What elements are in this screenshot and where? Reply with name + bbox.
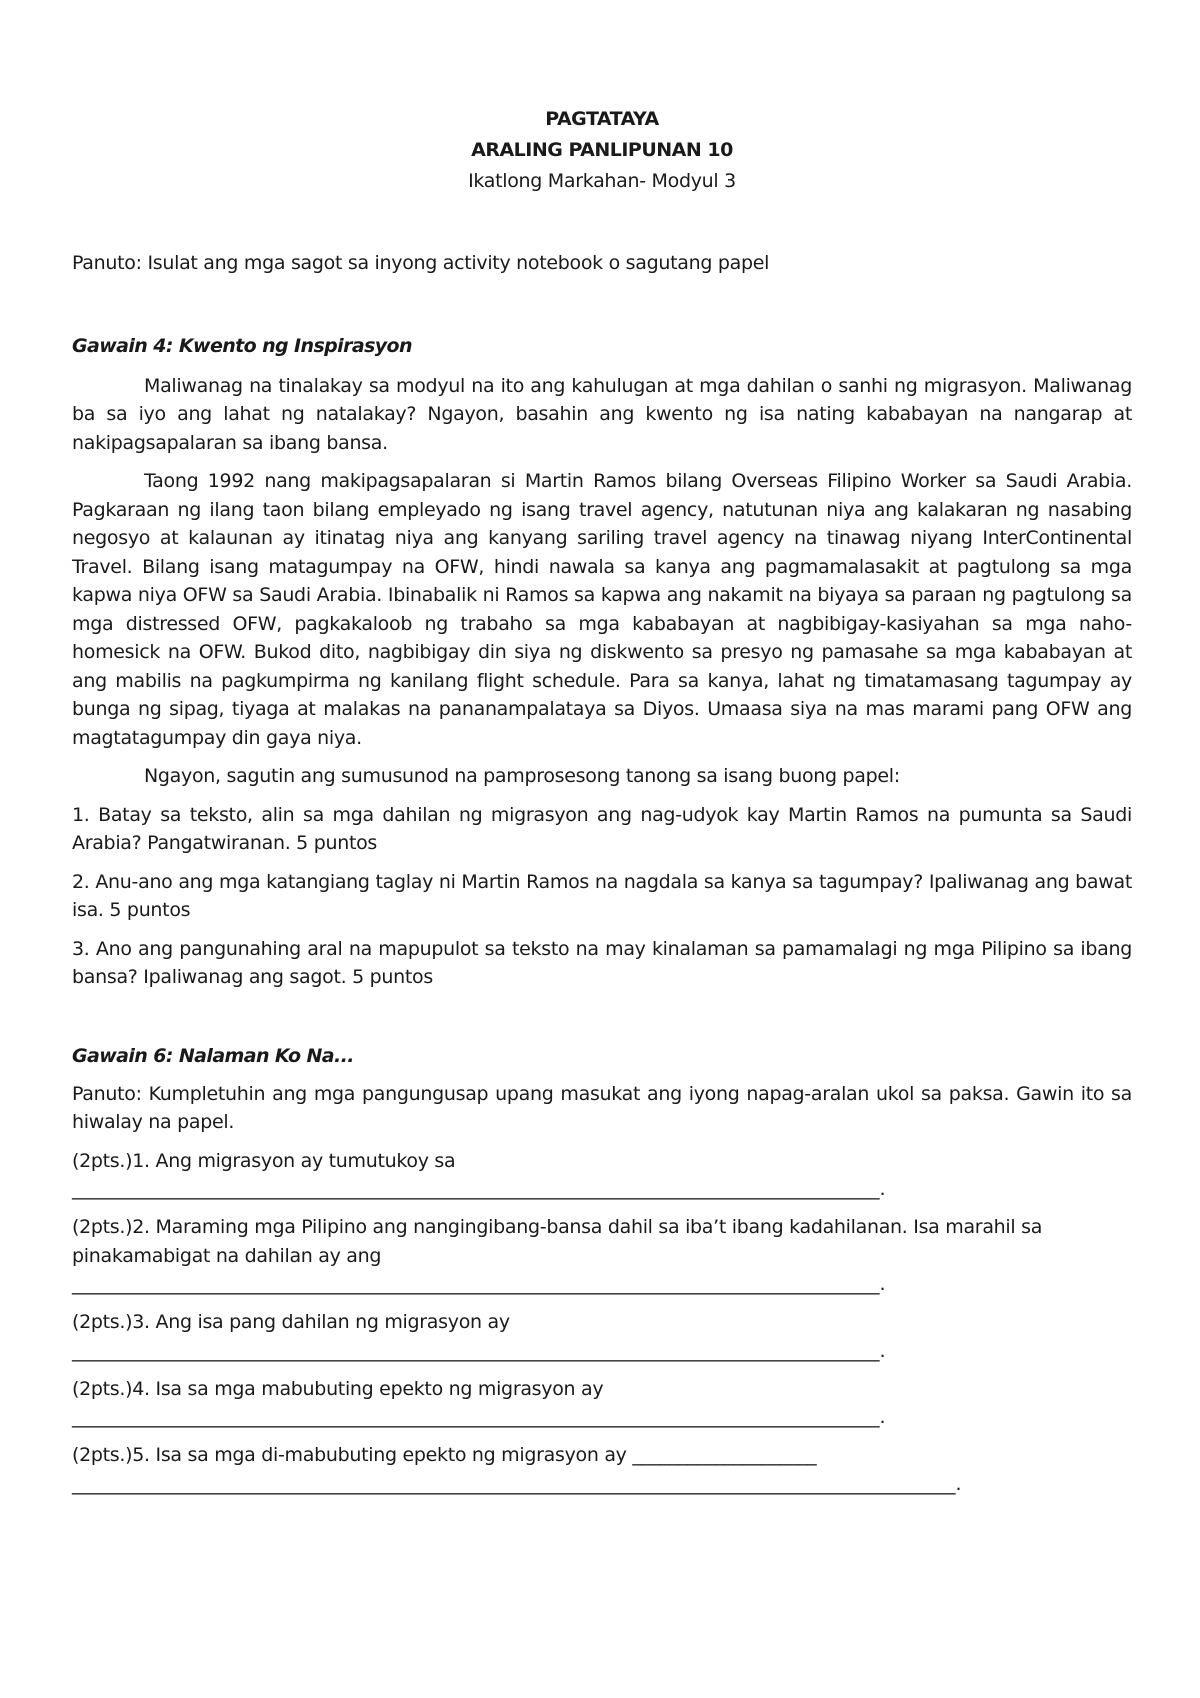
gawain4-paragraph-2: Taong 1992 nang makipagsapalaran si Martin Ramos bilang Overseas Filipino Worker sa Saudi Arabia. Pagkaraan ng ilang taon bilang empleyado ng isang travel agency, natutunan niya ang kalakaran ng nasabing negosyo at kalaunan ay itinatag niya ang kanyang sariling travel agency na tinawag niyang InterContinental Travel. Bilang isang matagumpay na OFW, hindi nawala sa kanya ang pagmamalasakit at pagtulong sa mga kapwa niya OFW sa Saudi Arabia. Ibinabalik ni Ramos sa kapwa ang nakamit na biyaya sa paraan ng pagtulong sa mga distressed OFW, pagkakaloob ng trabaho sa mga kababayan at nagbibigay-kasiyahan sa mga naho-homesick na OFW. Bukod dito, nagbibigay din siya ng diskwento sa presyo ng pamasahe sa mga kababayan at ang mabilis na pagkumpirma ng kanilang flight schedule. Para sa kanya, lahat ng timatamasang tagumpay ay bunga ng sipag, tiyaga at malakas na pananampalataya sa Diyos. Umaasa siya na mas marami pang OFW ang magtatagumpay din gaya niya. <box>72 470 1132 749</box>
fill-item-5: (2pts.)5. Isa sa mga di-mabubuting epekto ng migrasyon ay ____________________ <box>72 1444 817 1466</box>
fill-item-3: (2pts.)3. Ang isa pang dahilan ng migrasyon ay <box>72 1311 510 1333</box>
gawain4-paragraph-3: Ngayon, sagutin ang sumusunod na pamprosesong tanong sa isang buong papel: <box>144 765 900 787</box>
fill-item-4: (2pts.)4. Isa sa mga mabubuting epekto ng migrasyon ay <box>72 1377 604 1400</box>
gawain4-heading: Gawain 4: Kwento ng Inspirasyon <box>72 334 412 357</box>
question-2: 2. Anu-ano ang mga katangiang taglay ni Martin Ramos na nagdala sa kanya sa tagumpay? Ipaliwanag ang bawat isa. 5 puntos <box>72 870 1132 921</box>
fill-blank-5: _____________________________________________________________________________________________. <box>72 1472 962 1495</box>
gawain4-paragraph-1: Maliwanag na tinalakay sa modyul na ito ang kahulugan at mga dahilan o sanhi ng migrasyon. Maliwanag ba sa iyo ang lahat ng natalakay? Ngayon, basahin ang kwento ng isa nating kababayan na nangarap at nakipagsapalaran sa ibang bansa. <box>72 374 1132 454</box>
general-instruction: Panuto: Isulat ang mga sagot sa inyong activity notebook o sagutang papel <box>72 252 770 274</box>
fill-item-2: (2pts.)2. Maraming mga Pilipino ang nangingibang-bansa dahil sa iba’t ibang kadahilanan. Isa marahil sa pinakamabigat na dahilan ay ang <box>72 1216 1043 1267</box>
fill-item-1: (2pts.)1. Ang migrasyon ay tumutukoy sa <box>72 1149 456 1172</box>
gawain6-instruction: Panuto: Kumpletuhin ang mga pangungusap upang masukat ang iyong napag-aralan ukol sa paksa. Gawin ito sa hiwalay na papel. <box>72 1082 1132 1133</box>
question-1: 1. Batay sa teksto, alin sa mga dahilan ng migrasyon ang nag-udyok kay Martin Ramos na pumunta sa Saudi Arabia? Pangatwiranan. 5 puntos <box>72 803 1132 854</box>
fill-blank-4: _____________________________________________________________________________________. <box>72 1406 886 1428</box>
doc-subtitle: Ikatlong Markahan- Modyul 3 <box>468 170 736 192</box>
doc-title: PAGTATAYA <box>545 108 659 130</box>
doc-subject: ARALING PANLIPUNAN 10 <box>471 139 733 161</box>
fill-blank-3: _____________________________________________________________________________________. <box>72 1339 886 1362</box>
question-3: 3. Ano ang pangunahing aral na mapupulot sa teksto na may kinalaman sa pamamalagi ng mga Pilipino sa ibang bansa? Ipaliwanag ang sagot. 5 puntos <box>72 937 1132 988</box>
fill-blank-2: _____________________________________________________________________________________. <box>72 1273 886 1295</box>
gawain6-heading: Gawain 6: Nalaman Ko Na... <box>72 1044 354 1067</box>
fill-blank-1: _____________________________________________________________________________________. <box>72 1178 886 1200</box>
